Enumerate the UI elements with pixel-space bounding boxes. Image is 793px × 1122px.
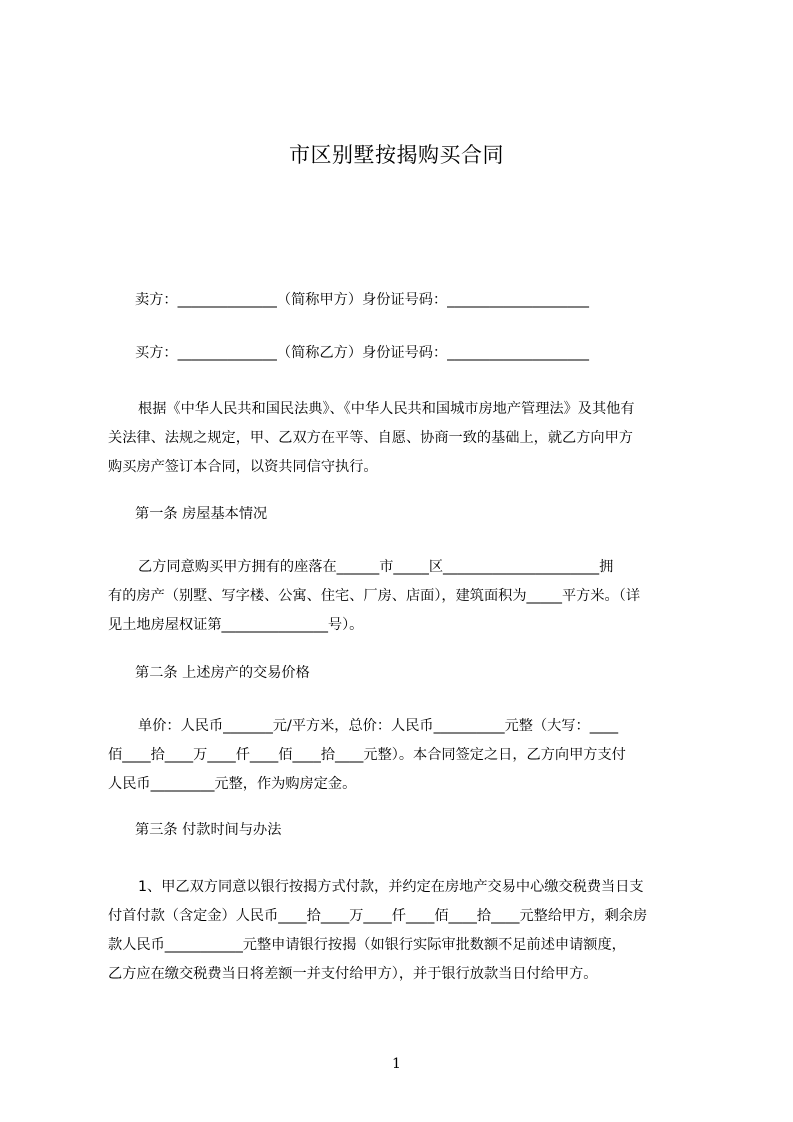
article-3-line: 乙方应在缴交税费当日将差额一并支付给甲方），并于银行放款当日付给甲方。 — [108, 966, 598, 982]
article-2-paragraph — [108, 712, 702, 799]
preamble-line: 根据《中华人民共和国民法典》、《中华人民共和国城市房地产管理法》及其他有 — [138, 401, 635, 417]
seller-line: 卖方：______________（简称甲方）身份证号码：____________________ — [135, 292, 590, 308]
article-2-line: 人民币_________元整，作为购房定金。 — [108, 776, 357, 792]
article-1-line: 有的房产（别墅、写字楼、公寓、住宅、厂房、店面），建筑面积为_____平方米。（详 — [108, 588, 641, 604]
article-2-line: 佰____拾____万____仟____佰____拾____元整）。本合同签定之日，乙方向甲方支付 — [108, 747, 626, 763]
article-2-heading: 第二条 上述房产的交易价格 — [135, 665, 310, 681]
article-1-line: 乙方同意购买甲方拥有的座落在______市_____区______________________拥 — [138, 559, 614, 575]
article-3-line: 付首付款（含定金）人民币____拾____万____仟____佰____拾____元整给甲方，剩余房 — [108, 908, 648, 924]
article-2-line: 单价：人民币_______元/平方米，总价：人民币__________元整（大写：____ — [138, 718, 619, 734]
article-1-paragraph — [108, 553, 702, 640]
page-number: 1 — [392, 1056, 401, 1072]
article-1-line: 见土地房屋权证第_______________号）。 — [108, 617, 364, 633]
preamble-paragraph — [108, 395, 702, 482]
article-3-line: 1、甲乙双方同意以银行按揭方式付款，并约定在房地产交易中心缴交税费当日支 — [138, 879, 644, 895]
buyer-line: 买方：______________（简称乙方）身份证号码：____________________ — [135, 345, 590, 361]
article-1-heading: 第一条 房屋基本情况 — [135, 506, 268, 522]
preamble-line: 购买房产签订本合同，以资共同信守执行。 — [108, 459, 378, 475]
article-3-paragraph — [108, 873, 702, 989]
preamble-line: 关法律、法规之规定，甲、乙双方在平等、自愿、协商一致的基础上，就乙方向甲方 — [108, 430, 633, 446]
document-title: 市区别墅按揭购买合同 — [289, 143, 504, 167]
article-3-line: 款人民币___________元整申请银行按揭（如银行实际审批数额不足前述申请额度， — [108, 937, 626, 953]
article-3-heading: 第三条 付款时间与办法 — [135, 822, 282, 838]
